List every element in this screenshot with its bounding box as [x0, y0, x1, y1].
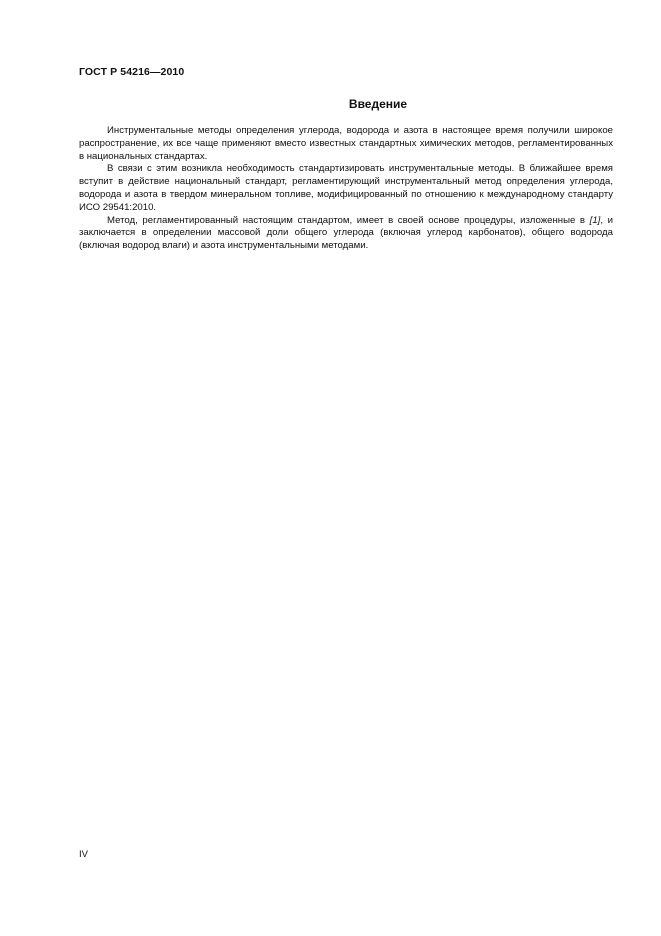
paragraph-3	[79, 215, 613, 253]
paragraph-3-text-start: Метод, регламентированный настоящим стандартом, имеет в своей основе процедуры, изложенные в	[107, 214, 590, 226]
section-title: Введение	[348, 97, 408, 111]
page-number: IV	[79, 849, 88, 860]
introduction-body	[79, 125, 613, 253]
paragraph-2: В связи с этим возникла необходимость стандартизировать инструментальные методы. В ближайшее время вступит в действие национальный стандарт, регламентирующий инструментальный метод определения углерода, водорода и азота в твердом минеральном топливе, модифицированный по отношению к международному стандарту ИСО 29541:2010.	[79, 163, 613, 213]
bibliography-reference: [1]	[589, 214, 601, 226]
paragraph-3-text-end: , и заключается в определении массовой доли общего углерода (включая углерод карбонатов), общего водорода (включая водород влаги) и азота инструментальными методами.	[79, 214, 613, 252]
document-header: ГОСТ Р 54216—2010	[79, 66, 185, 78]
paragraph-1: Инструментальные методы определения углерода, водорода и азота в настоящее время получили широкое распространение, их все чаще применяют вместо известных стандартных химических методов, регламентированных в национальных стандартах.	[79, 125, 613, 162]
